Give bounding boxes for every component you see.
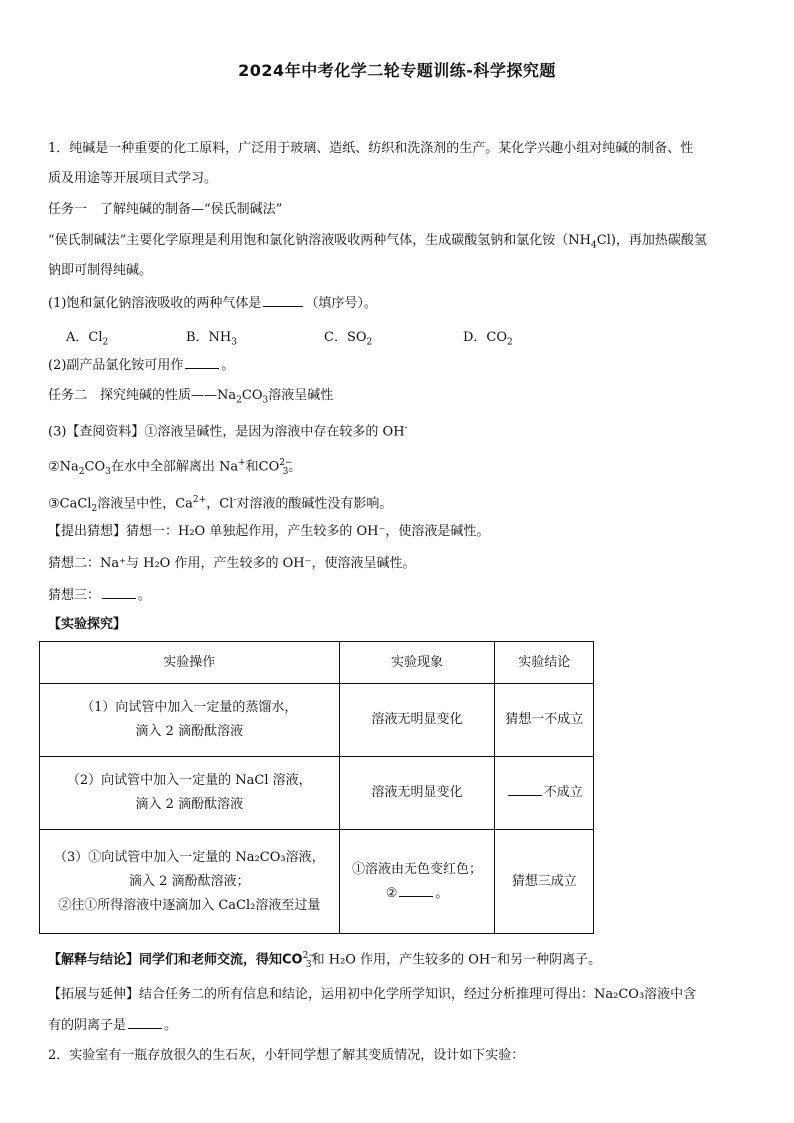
experiment-table [39,641,594,934]
row2-conclusion: 不成立 [495,757,594,830]
header-operation: 实验操作 [40,642,340,684]
header-conclusion: 实验结论 [495,642,594,684]
page-title: 2024年中考化学二轮专题训练-科学探究题 [238,61,556,80]
answer-blank[interactable] [399,882,433,897]
guess-2: 猜想二：Na⁺与 H₂O 作用，产生较多的 OH⁻，使溶液呈碱性。 [48,556,416,571]
option-c[interactable]: C．$SO_2$ [324,330,373,348]
table-row [40,757,594,830]
question-3-info1: (3)【查阅资料】①溶液呈碱性，是因为溶液中存在较多的 OH- [48,423,408,440]
extend-line2: 有的阴离子是 。 [48,1014,758,1037]
table-row [40,684,594,757]
row2-operation: （2）向试管中加入一定量的 NaCl 溶液， 滴入 2 滴酚酞溶液 [40,757,340,830]
conclusion: 【解释与结论】同学们和老师交流，得知$CO^{2-}_3$和 H₂O 作用，产生较多的 OH⁻和另一种阴离子。 [48,951,602,970]
q1-intro-line2: 质及用途等开展项目式学习。 [48,171,218,186]
row1-phenomenon: 溶液无明显变化 [339,684,495,757]
question-2: (2)副产品氯化铵可用作 。 [48,354,758,377]
row3-conclusion: 猜想三成立 [495,830,594,934]
question-2-intro: 2．实验室有一瓶存放很久的生石灰，小轩同学想了解其变质情况，设计如下实验： [48,1048,525,1063]
header-phenomenon: 实验现象 [339,642,495,684]
row1-operation: （1）向试管中加入一定量的蒸馏水， 滴入 2 滴酚酞溶液 [40,684,340,757]
info-2: $②Na_2CO_3$在水中全部解离出 Na+和$CO^{2-}_3$。 [48,458,302,477]
guess-3: 猜想三： 。 [48,584,758,607]
option-d[interactable]: D．$CO_2$ [463,330,513,348]
option-a[interactable]: A．$Cl_2$ [66,330,109,348]
answer-blank[interactable] [185,354,219,369]
row3-phenomenon: ①溶液由无色变红色； ② 。 [339,830,495,934]
answer-blank[interactable] [263,292,303,307]
answer-blank[interactable] [102,584,136,599]
answer-blank[interactable] [508,781,542,796]
row3-operation: （3）①向试管中加入一定量的 Na₂CO₃溶液， 滴入 2 滴酚酞溶液； ②往①所得溶液中逐滴加入 CaCl₂溶液至过量 [40,830,340,934]
table-row [40,830,594,934]
q1-intro-line1: 1．纯碱是一种重要的化工原料，广泛用于玻璃、造纸、纺织和洗涤剂的生产。某化学兴趣小组对纯碱的制备、性 [48,141,694,156]
hou-text-line1: “侯氏制碱法”主要化学原理是利用饱和氯化钠溶液吸收两种气体，生成碳酸氢钠和氯化铵$(NH_4Cl)$，再加热碳酸氢 [48,233,707,251]
row1-conclusion: 猜想一不成立 [495,684,594,757]
extend-line1: 【拓展与延伸】结合任务二的所有信息和结论，运用初中化学所学知识，经过分析推理可得出：Na₂CO₃溶液中含 [48,987,697,1002]
hou-text-line2: 钠即可制得纯碱。 [48,263,153,278]
table-header-row [40,642,594,684]
option-b[interactable]: B．$NH_3$ [186,330,237,348]
guess-1: 【提出猜想】猜想一：H₂O 单独起作用，产生较多的 OH⁻，使溶液是碱性。 [48,524,490,539]
answer-blank[interactable] [128,1014,162,1029]
info-3: ③CaCl$_2$溶液呈中性，$Ca^{2+}$，Cl-对溶液的酸碱性没有影响。 [48,495,393,514]
explore-heading: 【实验探究】 [48,617,127,632]
row2-phenomenon: 溶液无明显变化 [339,757,495,830]
task1-heading: 任务一 了解纯碱的制备—“侯氏制碱法” [48,202,283,217]
task2-heading: 任务二 探究纯碱的性质$——Na_2CO_3$溶液呈碱性 [48,388,334,406]
question-1: (1)饱和氯化钠溶液吸收的两种气体是 （填序号）。 [48,292,758,315]
